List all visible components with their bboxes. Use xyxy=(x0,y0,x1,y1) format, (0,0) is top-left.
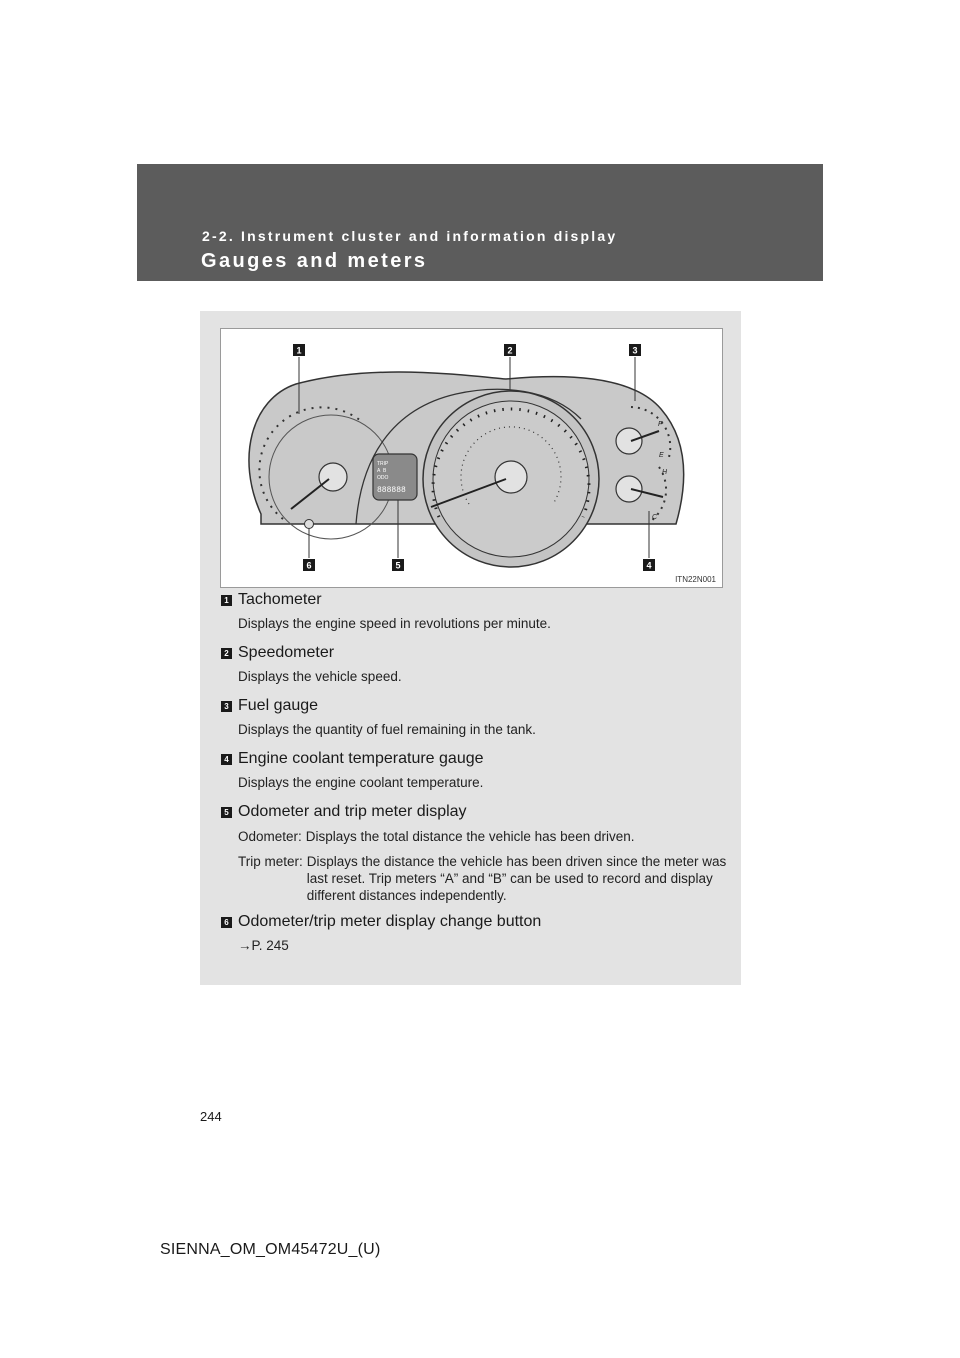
definition-description: Displays the distance the vehicle has been driven since the meter was last reset. Trip meters “A” and “B” can be used to record and display different distances independently. xyxy=(306,854,727,903)
item-number: 5 xyxy=(221,807,232,818)
definition-description: Displays the total distance the vehicle has been driven. xyxy=(305,829,635,844)
item-description: Displays the quantity of fuel remaining in the tank. xyxy=(238,722,536,737)
tachometer-hub xyxy=(319,463,347,491)
gauge-list xyxy=(220,590,730,955)
list-item-coolant-gauge xyxy=(220,749,730,792)
section-header xyxy=(137,164,823,281)
definition-list xyxy=(238,828,730,904)
temp-hot-mark: H xyxy=(662,469,668,476)
odometer-odo-label: ODO xyxy=(377,475,389,481)
speedometer-hub xyxy=(495,461,527,493)
item-number: 4 xyxy=(221,754,232,765)
instrument-cluster-illustration xyxy=(221,329,722,587)
page-reference-link[interactable]: →P. 245 xyxy=(238,938,289,953)
callout-5-label: 5 xyxy=(395,560,401,571)
callout-3 xyxy=(629,344,641,356)
item-title: Engine coolant temperature gauge xyxy=(238,750,484,767)
list-item-tachometer xyxy=(220,590,730,633)
figure-code: ITN22N001 xyxy=(675,575,716,584)
definition-odometer xyxy=(238,828,730,845)
callout-2-label: 2 xyxy=(507,345,513,356)
section-title: 2-2. Instrument cluster and information display xyxy=(202,228,618,244)
document-footer: SIENNA_OM_OM45472U_(U) xyxy=(160,1241,381,1258)
list-item-speedometer xyxy=(220,643,730,686)
item-title: Speedometer xyxy=(238,644,335,661)
item-description: Displays the vehicle speed. xyxy=(238,669,402,684)
callout-6 xyxy=(303,559,315,571)
callout-1 xyxy=(293,344,305,356)
fuel-full-mark: F xyxy=(658,421,663,428)
fuel-gauge-hub xyxy=(616,428,642,454)
item-number: 1 xyxy=(221,595,232,606)
callout-4 xyxy=(643,559,655,571)
page-title: Gauges and meters xyxy=(201,250,428,272)
item-number: 2 xyxy=(221,648,232,659)
item-title: Odometer and trip meter display xyxy=(238,803,467,820)
temp-gauge-hub xyxy=(616,476,642,502)
definition-term: Odometer: xyxy=(238,829,302,844)
odometer-digits: 888888 xyxy=(377,486,406,495)
callout-2 xyxy=(504,344,516,356)
change-button-shape xyxy=(305,520,314,529)
odometer-trip-label: TRIP xyxy=(377,461,389,467)
item-description: Displays the engine coolant temperature. xyxy=(238,775,484,790)
callout-5 xyxy=(392,559,404,571)
callout-4-label: 4 xyxy=(646,560,652,571)
list-item-change-button xyxy=(220,912,730,955)
page-number: 244 xyxy=(200,1109,222,1124)
list-item-fuel-gauge xyxy=(220,696,730,739)
list-item-odometer xyxy=(220,802,730,904)
definition-term: Trip meter: xyxy=(238,854,303,869)
fuel-empty-mark: E xyxy=(659,452,664,459)
callout-3-label: 3 xyxy=(632,345,638,356)
callout-1-label: 1 xyxy=(296,345,302,356)
item-number: 3 xyxy=(221,701,232,712)
item-number: 6 xyxy=(221,917,232,928)
definition-trip-meter xyxy=(238,853,730,904)
item-title: Odometer/trip meter display change button xyxy=(238,913,542,930)
temp-cold-mark: C xyxy=(652,514,658,521)
instrument-cluster-figure xyxy=(220,328,723,588)
item-title: Tachometer xyxy=(238,591,322,608)
odometer-b-label: B xyxy=(383,468,387,474)
callout-6-label: 6 xyxy=(306,560,312,571)
odometer-a-label: A xyxy=(377,468,381,474)
item-title: Fuel gauge xyxy=(238,697,319,714)
item-description: Displays the engine speed in revolutions per minute. xyxy=(238,616,551,631)
